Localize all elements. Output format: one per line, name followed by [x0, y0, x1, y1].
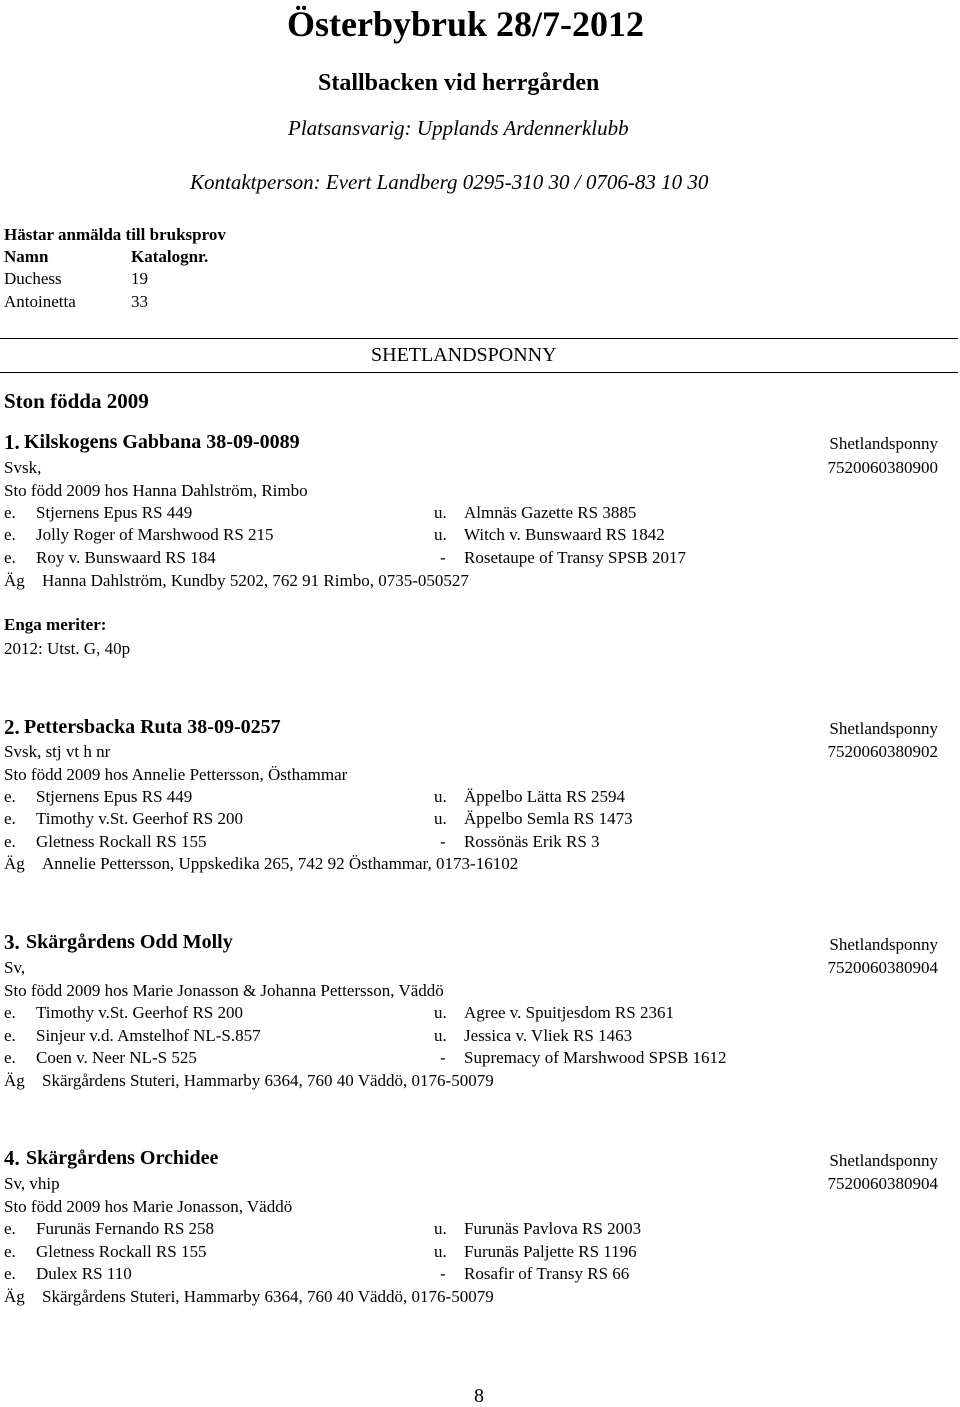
pedigree-left-prefix: e.: [4, 1003, 16, 1022]
pedigree-left: Gletness Rockall RS 155: [36, 832, 207, 851]
pedigree-left: Stjernens Epus RS 449: [36, 787, 193, 806]
horse-number: 1.: [4, 430, 20, 454]
pedigree-right-prefix: -: [440, 1048, 446, 1067]
registered-heading: Hästar anmälda till bruksprov: [4, 225, 226, 244]
venue: Stallbacken vid herrgården: [318, 70, 600, 96]
pedigree-right: Furunäs Pavlova RS 2003: [464, 1219, 642, 1238]
contact-person: Kontaktperson: Evert Landberg 0295-310 30 / 0706-83 10 30: [190, 170, 709, 194]
owner: Hanna Dahlström, Kundby 5202, 762 91 Rimbo, 0735-050527: [42, 571, 469, 590]
pedigree-left-prefix: e.: [4, 1242, 16, 1261]
owner-prefix: Äg: [4, 1287, 25, 1306]
pedigree-left-prefix: e.: [4, 1264, 16, 1283]
pedigree-right: Supremacy of Marshwood SPSB 1612: [464, 1048, 727, 1067]
pedigree-right-prefix: -: [440, 832, 446, 851]
pedigree-right: Rosetaupe of Transy SPSB 2017: [464, 548, 686, 567]
horse-born: Sto född 2009 hos Marie Jonasson & Johanna Pettersson, Väddö: [4, 981, 444, 1000]
pedigree-right: Jessica v. Vliek RS 1463: [464, 1026, 633, 1045]
pedigree-left-prefix: e.: [4, 832, 16, 851]
section-rule-bottom: [0, 372, 958, 373]
pedigree-right-prefix: u.: [434, 787, 447, 806]
pedigree-right: Äppelbo Lätta RS 2594: [464, 787, 626, 806]
pedigree-left-prefix: e.: [4, 548, 16, 567]
owner-prefix: Äg: [4, 1071, 25, 1090]
registered-col-catalog: Katalognr.: [131, 247, 209, 266]
owner: Skärgårdens Stuteri, Hammarby 6364, 760 40 Väddö, 0176-50079: [42, 1287, 494, 1306]
pedigree-left: Dulex RS 110: [36, 1264, 132, 1283]
horse-color: Sv, vhip: [4, 1174, 60, 1193]
pedigree-left: Sinjeur v.d. Amstelhof NL-S.857: [36, 1026, 261, 1045]
organizer: Platsansvarig: Upplands Ardennerklubb: [288, 116, 629, 140]
group-heading: Ston födda 2009: [4, 389, 149, 413]
pedigree-right: Agree v. Spuitjesdom RS 2361: [464, 1003, 674, 1022]
owner: Skärgårdens Stuteri, Hammarby 6364, 760 40 Väddö, 0176-50079: [42, 1071, 494, 1090]
pedigree-right-prefix: -: [440, 1264, 446, 1283]
pedigree-left: Roy v. Bunswaard RS 184: [36, 548, 216, 567]
horse-born: Sto född 2009 hos Hanna Dahlström, Rimbo: [4, 481, 308, 500]
pedigree-left: Stjernens Epus RS 449: [36, 503, 193, 522]
pedigree-left-prefix: e.: [4, 809, 16, 828]
registered-row-catalog: 19: [131, 269, 148, 288]
pedigree-left-prefix: e.: [4, 1048, 16, 1067]
pedigree-left-prefix: e.: [4, 787, 16, 806]
horse-id: 7520060380904: [827, 958, 938, 977]
pedigree-left: Jolly Roger of Marshwood RS 215: [36, 525, 274, 544]
pedigree-left-prefix: e.: [4, 525, 16, 544]
owner-prefix: Äg: [4, 571, 25, 590]
pedigree-right: Rosafir of Transy RS 66: [464, 1264, 630, 1283]
pedigree-right-prefix: u.: [434, 525, 447, 544]
pedigree-right: Äppelbo Semla RS 1473: [464, 809, 633, 828]
horse-number: 4.: [4, 1146, 20, 1170]
horse-number: 2.: [4, 715, 20, 739]
pedigree-right: Almnäs Gazette RS 3885: [464, 503, 637, 522]
horse-name: Skärgårdens Odd Molly: [26, 931, 233, 953]
section-rule-top: [0, 338, 958, 339]
registered-row-catalog: 33: [131, 292, 148, 311]
pedigree-left-prefix: e.: [4, 1026, 16, 1045]
horse-name: Kilskogens Gabbana 38-09-0089: [24, 431, 300, 453]
pedigree-left: Gletness Rockall RS 155: [36, 1242, 207, 1261]
merits-heading: Enga meriter:: [4, 615, 107, 634]
pedigree-right-prefix: u.: [434, 1003, 447, 1022]
registered-col-name: Namn: [4, 247, 49, 266]
pedigree-left-prefix: e.: [4, 1219, 16, 1238]
pedigree-left: Timothy v.St. Geerhof RS 200: [36, 809, 244, 828]
pedigree-right-prefix: -: [440, 548, 446, 567]
pedigree-left: Furunäs Fernando RS 258: [36, 1219, 215, 1238]
horse-id: 7520060380900: [827, 458, 938, 477]
horse-id: 7520060380904: [827, 1174, 938, 1193]
horse-breed: Shetlandsponny: [829, 935, 938, 954]
pedigree-right-prefix: u.: [434, 503, 447, 522]
horse-name: Skärgårdens Orchidee: [26, 1147, 219, 1169]
owner: Annelie Pettersson, Uppskedika 265, 742 92 Östhammar, 0173-16102: [42, 854, 519, 873]
horse-born: Sto född 2009 hos Annelie Pettersson, Östhammar: [4, 765, 348, 784]
horse-color: Svsk, stj vt h nr: [4, 742, 111, 761]
pedigree-right-prefix: u.: [434, 1219, 447, 1238]
pedigree-right-prefix: u.: [434, 809, 447, 828]
horse-name: Pettersbacka Ruta 38-09-0257: [24, 716, 281, 738]
pedigree-left: Timothy v.St. Geerhof RS 200: [36, 1003, 244, 1022]
pedigree-right: Furunäs Paljette RS 1196: [464, 1242, 637, 1261]
pedigree-right-prefix: u.: [434, 1026, 447, 1045]
pedigree-right: Rossönäs Erik RS 3: [464, 832, 600, 851]
pedigree-left: Coen v. Neer NL-S 525: [36, 1048, 197, 1067]
horse-id: 7520060380902: [827, 742, 938, 761]
horse-breed: Shetlandsponny: [829, 719, 938, 738]
horse-breed: Shetlandsponny: [829, 434, 938, 453]
registered-row-name: Antoinetta: [4, 292, 76, 311]
registered-row-name: Duchess: [4, 269, 62, 288]
horse-born: Sto född 2009 hos Marie Jonasson, Väddö: [4, 1197, 293, 1216]
pedigree-right: Witch v. Bunswaard RS 1842: [464, 525, 665, 544]
pedigree-left-prefix: e.: [4, 503, 16, 522]
pedigree-right-prefix: u.: [434, 1242, 447, 1261]
page-number: 8: [474, 1385, 484, 1407]
owner-prefix: Äg: [4, 854, 25, 873]
breed-section-title: SHETLANDSPONNY: [371, 344, 557, 366]
horse-color: Svsk,: [4, 458, 42, 477]
merits: 2012: Utst. G, 40p: [4, 639, 131, 658]
horse-number: 3.: [4, 930, 20, 954]
horse-breed: Shetlandsponny: [829, 1151, 938, 1170]
horse-color: Sv,: [4, 958, 26, 977]
page-title: Österbybruk 28/7-2012: [287, 4, 645, 44]
